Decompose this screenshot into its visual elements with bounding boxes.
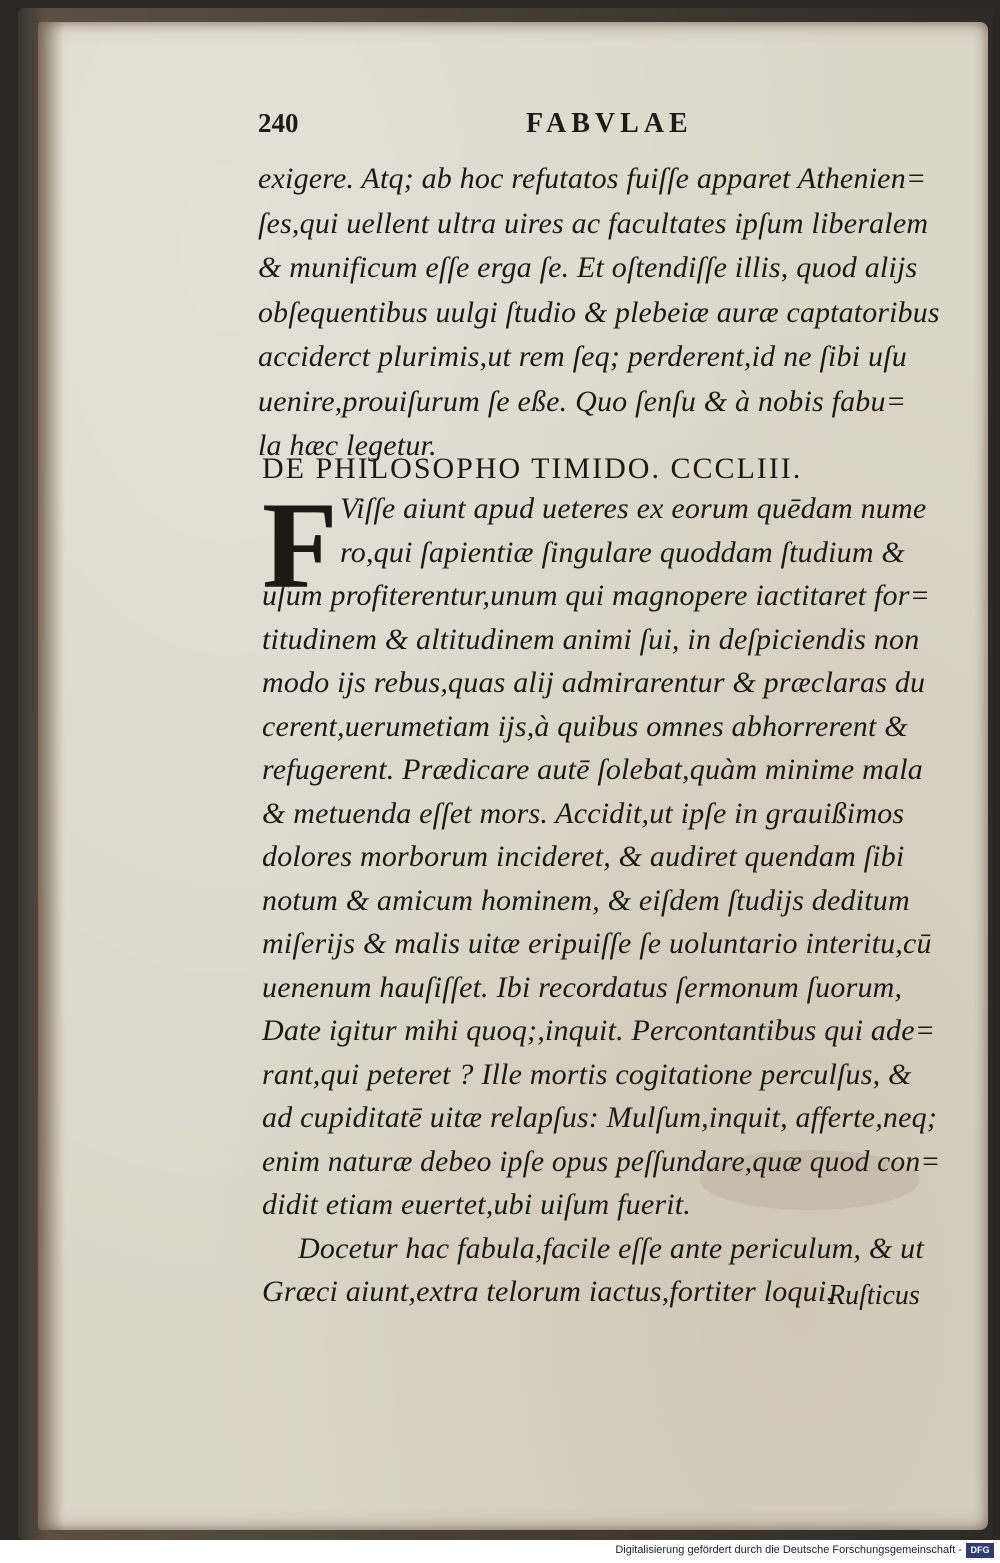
page-number: 240 <box>258 108 299 138</box>
section-heading: DE PHILOSOPHO TIMIDO. CCCLIII. <box>262 452 803 485</box>
text-line: Date igitur mihi quoq;,inquit. Percontantibus qui ade= <box>262 1014 936 1047</box>
drop-cap: F <box>262 477 338 614</box>
text-line: exigere. Atq; ab hoc refutatos fuiſſe apparet Athenien= <box>258 162 927 195</box>
text-line: ro,qui ſapientiæ ſingulare quoddam ſtudium & <box>340 535 905 569</box>
text-line: uſum profiterentur,unum qui magnopere iactitaret for= <box>262 579 931 612</box>
text-line: Græci aiunt,extra telorum iactus,fortiter loqui. <box>262 1275 835 1308</box>
text-line: refugerent. Prædicare autē ſolebat,quàm minime mala <box>262 753 923 786</box>
text-line: miſerijs & malis uitæ eripuiſſe ſe uoluntario interitu,cū <box>262 927 932 960</box>
text-line: & munificum eſſe erga ſe. Et oſtendiſſe illis, quod alijs <box>258 251 918 284</box>
text-line: ad cupiditatē uitæ relapſus: Mulſum,inquit, afferte,neq; <box>262 1101 938 1134</box>
dfg-logo: DFG <box>966 1543 994 1558</box>
text-line: dolores morborum incideret, & audiret quendam ſibi <box>262 840 905 873</box>
catchword: Ruſticus <box>828 1280 920 1311</box>
text-line: cerent,uerumetiam ijs,à quibus omnes abhorrerent & <box>262 709 908 743</box>
text-line: Docetur hac fabula,facile eſſe ante periculum, & ut <box>298 1231 924 1265</box>
text-line: modo ijs rebus,quas alij admirarentur & præclaras du <box>262 666 926 699</box>
text-line: la hæc legetur. <box>258 429 437 462</box>
text-line: acciderct plurimis,ut rem ſeq; perderent,id ne ſibi uſu <box>258 340 907 373</box>
text-line: Viſſe aiunt apud ueteres ex eorum quēdam nume <box>340 492 927 525</box>
page-header <box>258 108 938 148</box>
text-line: enim naturæ debeo ipſe opus peſſundare,quæ quod con= <box>262 1144 941 1178</box>
text-line: obſequentibus uulgi ſtudio & plebeiæ auræ captatoribus <box>258 295 940 329</box>
text-line: titudinem & altitudinem animi ſui, in deſpiciendis non <box>262 622 920 656</box>
text-line: uenire,prouiſurum ſe eße. Quo ſenſu & à nobis fabu= <box>258 384 907 418</box>
text-line: uenenum hauſiſſet. Ibi recordatus ſermonum ſuorum, <box>262 970 903 1004</box>
text-line: & metuenda eſſet mors. Accidit,ut ipſe in grauißimos <box>262 796 905 830</box>
digitization-credit: Digitalisierung gefördert durch die Deutsche Forschungsgemeinschaft - <box>615 1544 962 1556</box>
page-gutter-shadow <box>38 22 64 1530</box>
text-line: didit etiam euertet,ubi uiſum fuerit. <box>262 1188 692 1221</box>
running-head: FABVLAE <box>526 108 693 139</box>
text-line: rant,qui peteret ? Ille mortis cogitatione perculſus, & <box>262 1057 912 1091</box>
text-line: ſes,qui uellent ultra uires ac facultates ipſum liberalem <box>258 206 929 240</box>
text-line: notum & amicum hominem, & eiſdem ſtudijs deditum <box>262 883 910 917</box>
